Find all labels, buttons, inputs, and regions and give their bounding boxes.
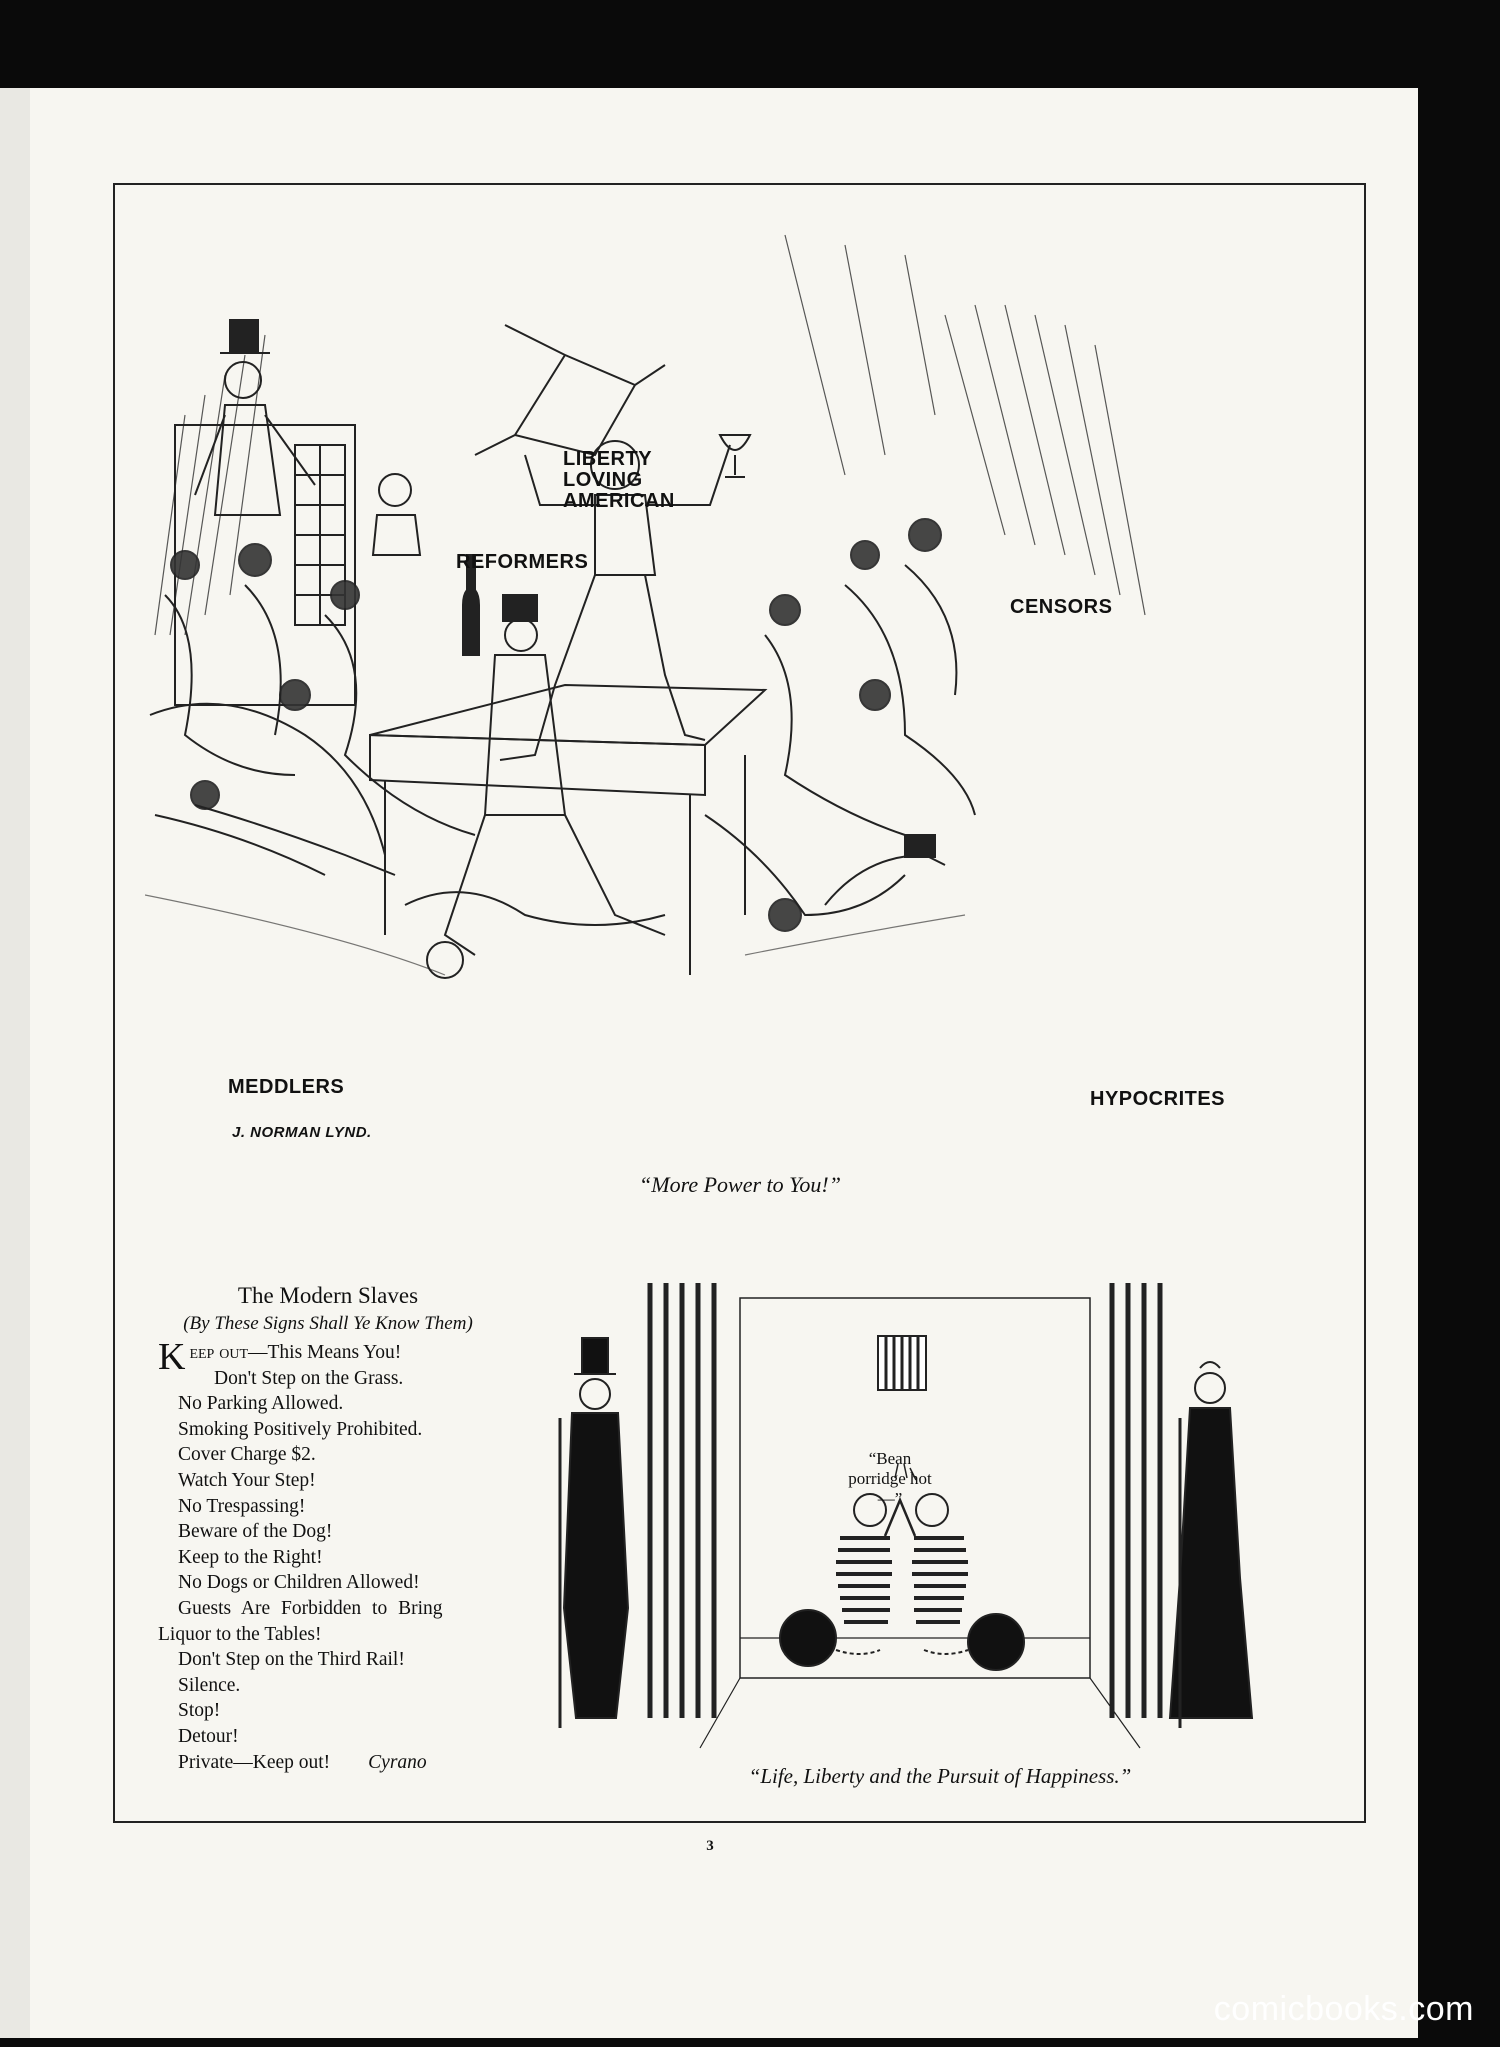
bottom-cartoon-illustration (540, 1278, 1268, 1768)
poem-line: Beware of the Dog! (178, 1521, 333, 1543)
poem-line: Smoking Positively Prohibited. (178, 1418, 423, 1440)
poem-body (158, 1336, 500, 1775)
speech-bubble-text: “Bean porridge hot —” (848, 1449, 932, 1508)
poem-line (158, 1750, 500, 1776)
drop-cap: K (158, 1336, 186, 1378)
label-reformers: REFORMERS (456, 551, 589, 573)
poem-subtitle: (By These Signs Shall Ye Know Them) (183, 1313, 473, 1334)
poem-line: Don't Step on the Grass. (214, 1367, 404, 1389)
artist-signature: J. NORMAN LYND. (232, 1124, 372, 1141)
poem-first-line-rest: —This Means You! (248, 1342, 402, 1363)
poem-line: No Trespassing! (178, 1495, 306, 1517)
label-censors: CENSORS (1010, 596, 1113, 618)
bottom-cartoon-caption: “Life, Liberty and the Pursuit of Happiness.” (748, 1764, 1132, 1788)
poem-author: Cyrano (368, 1751, 427, 1773)
left-page-edge (0, 88, 32, 2038)
label-liberty-loving-american: LIBERTY LOVING AMERICAN (563, 448, 675, 512)
page-number: 3 (706, 1838, 714, 1854)
poem-last-line: Private—Keep out! (178, 1751, 331, 1773)
top-cartoon-caption: “More Power to You!” (639, 1172, 841, 1197)
label-meddlers: MEDDLERS (228, 1076, 345, 1098)
poem-line: Cover Charge $2. (178, 1444, 316, 1466)
poem-line: No Dogs or Children Allowed! (178, 1572, 420, 1594)
top-cartoon-illustration (145, 215, 1265, 1135)
label-hypocrites: HYPOCRITES (1090, 1088, 1226, 1110)
poem-line: Stop! (178, 1700, 221, 1722)
poem-line: Watch Your Step! (178, 1469, 316, 1491)
poem-line: Detour! (178, 1725, 239, 1747)
site-watermark: comicbooks.com (1213, 1990, 1474, 2028)
poem-line: Silence. (178, 1674, 241, 1696)
poem-line: Guests Are Forbidden to Bring (178, 1597, 443, 1619)
poem-line: Liquor to the Tables! (158, 1623, 322, 1645)
poem-line: Keep to the Right! (178, 1546, 323, 1568)
poem-title: The Modern Slaves (237, 1283, 419, 1308)
poem-line: Don't Step on the Third Rail! (178, 1649, 405, 1671)
poem-first-line-caps: eep out (189, 1342, 248, 1363)
poem-line: No Parking Allowed. (178, 1393, 344, 1415)
